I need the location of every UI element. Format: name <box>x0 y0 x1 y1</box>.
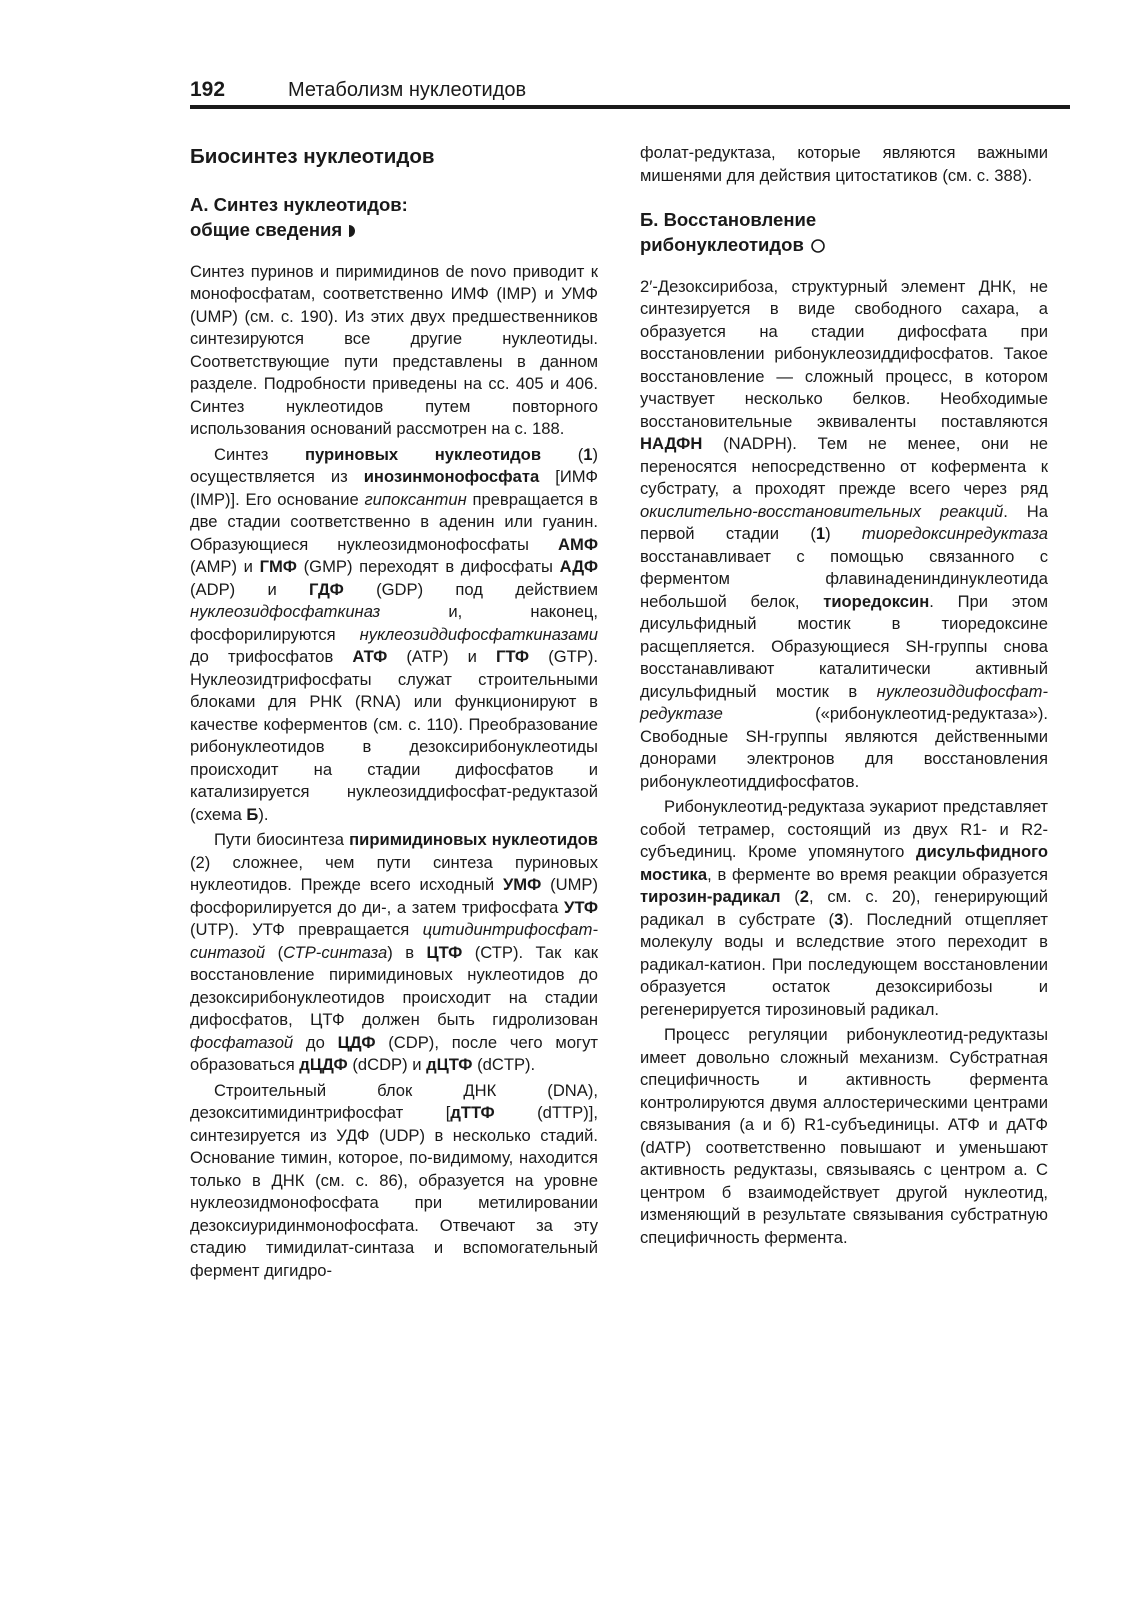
open-circle-icon <box>810 234 826 259</box>
subsection-a-line1: А. Синтез нуклеотидов: <box>190 194 408 215</box>
paragraph: Процесс регуляции рибонуклеотид-редуктазы имеет довольно сложный механизм. Субстратная специфичность и активность фермента контролируются двумя аллостерическими центрами связывания (а и б) R1-субъединицы. АТФ и дАТФ (dATP) соответственно повышают и уменьшают активность редуктазы, связываясь с центром а. С центром б взаимодействует другой нуклеотид, изменяющий в результате связывания субстратную специфичность фермента. <box>640 1025 1048 1247</box>
subsection-a-heading <box>190 192 598 244</box>
subsection-b-line2: рибонуклеотидов <box>640 234 804 255</box>
running-title: Метаболизм нуклеотидов <box>288 79 527 101</box>
paragraph: Строительный блок ДНК (DNA), дезокситимидинтрифосфат [дТТФ (dTTP)], синтезируется из УДФ (UDP) в несколько стадий. Основание тимин, которое, по-видимому, находится только в ДНК (см. с. 86), образуется на уровне нуклеозидмонофосфата при метилировании дезоксиуридинмонофосфата. Отвечают за эту стадию тимидилат-синтаза и вспомогательный фермент дигидро- <box>190 1080 598 1280</box>
paragraph: Синтез пуринов и пиримидинов de novo приводит к монофосфатам, соответственно ИМФ (IMP) и УМФ (UMP) (см. с. 190). Из этих двух предшественников синтезируются все другие нуклеотиды. Соответствующие пути представлены в данном разделе. Подробности приведены на сс. 405 и 406. Синтез нуклеотидов путем повторного использования оснований рассмотрен на с. 188. <box>190 261 598 439</box>
subsection-a-line2: общие сведения <box>190 219 343 240</box>
right-column <box>640 142 1048 1249</box>
header-rule <box>190 105 1070 109</box>
paragraph: Пути биосинтеза пиримидиновых нуклеотидов (2) сложнее, чем пути синтеза пуриновых нуклеотидов. Прежде всего исходный УМФ (UMP) фосфорилируется до ди-, а затем трифосфата УТФ (UTP). УТФ превращается цитидинтрифосфат-синтазой (СТР-синтаза) в ЦТФ (СТР). Так как восстановление пиримидиновых нуклеотидов до дезоксирибонуклеотидов происходит на стадии дифосфатов, ЦТФ должен быть гидролизован фосфатазой до ЦДФ (CDP), после чего могут образоваться дЦДФ (dCDP) и дЦТФ (dCTP). <box>190 830 599 1075</box>
page-number: 192 <box>190 78 226 101</box>
spacer <box>640 187 1048 207</box>
paragraph: Синтез пуриновых нуклеотидов (1) осуществляется из инозинмонофосфата [ИМФ (IMP)]. Его основание гипоксантин превращается в две стадии соответственно в аденин или гуанин. Образующиеся нуклеозидмонофосфаты АМФ (AMP) и ГМФ (GMP) переходят в дифосфаты АДФ (ADP) и ГДФ (GDP) под действием нуклеозидфосфаткиназ и, наконец, фосфорилируются нуклеозиддифосфаткиназами до трифосфатов АТФ (ATP) и ГТФ (GTP). Нуклеозидтрифосфаты служат строительными блоками для РНК (RNA) или функционируют в качестве коферментов (см. с. 110). Преобразование рибонуклеотидов в дезоксирибонуклеотиды происходит на стадии дифосфатов и катализируется нуклеозиддифосфат-редуктазой (схема Б). <box>190 444 599 824</box>
paragraph: 2′-Дезоксирибоза, структурный элемент ДНК, не синтезируется в виде свободного сахара, а образуется на стадии дифосфата при восстановлении рибонуклеозиддифосфатов. Такое восстановление — сложный процесс, в котором участвует несколько белков. Необходимые восстановительные эквиваленты поставляются НАДФН (NADPH). Тем не менее, они не переносятся непосредственно от кофермента к субстрату, а проходят прежде всего через ряд окислительно-восстановительных реакций. На первой стадии (1) тиоредоксинредуктаза восстанавливает с помощью связанного с ферментом флавинадениндинуклеотида небольшой белок, тиоредоксин. При этом дисульфидный мостик в тиоредоксине расщепляется. Образующиеся SH-группы снова восстанавливают каталитически активный дисульфидный мостик в нуклеозиддифосфат-редуктазе («рибонуклеотид-редуктаза»). Свободные SH-группы являются действенными донорами электронов для восстановления рибонуклеотиддифосфатов. <box>640 276 1048 791</box>
half-circle-icon <box>348 219 357 244</box>
paragraph: Рибонуклеотид-редуктаза эукариот представляет собой тетрамер, состоящий из двух R1- и R2-субъединиц. Кроме упомянутого дисульфидного мостика, в ферменте во время реакции образуется тирозин-радикал (2, см. с. 20), генерирующий радикал в субстрате (3). Последний отщепляет молекулу воды и вследствие этого переходит в радикал-катион. При последующем восстановлении образуется остаток дезоксирибозы и регенерируется тирозиновый радикал. <box>640 797 1048 1019</box>
page-header <box>190 78 1070 108</box>
subsection-b-line1: Б. Восстановление <box>640 209 817 230</box>
left-column <box>190 142 598 1282</box>
paragraph: фолат-редуктаза, которые являются важными мишенями для действия цитостатиков (см. с. 388). <box>640 143 1048 185</box>
subsection-b-heading <box>640 207 1048 259</box>
section-title: Биосинтез нуклеотидов <box>190 145 435 168</box>
